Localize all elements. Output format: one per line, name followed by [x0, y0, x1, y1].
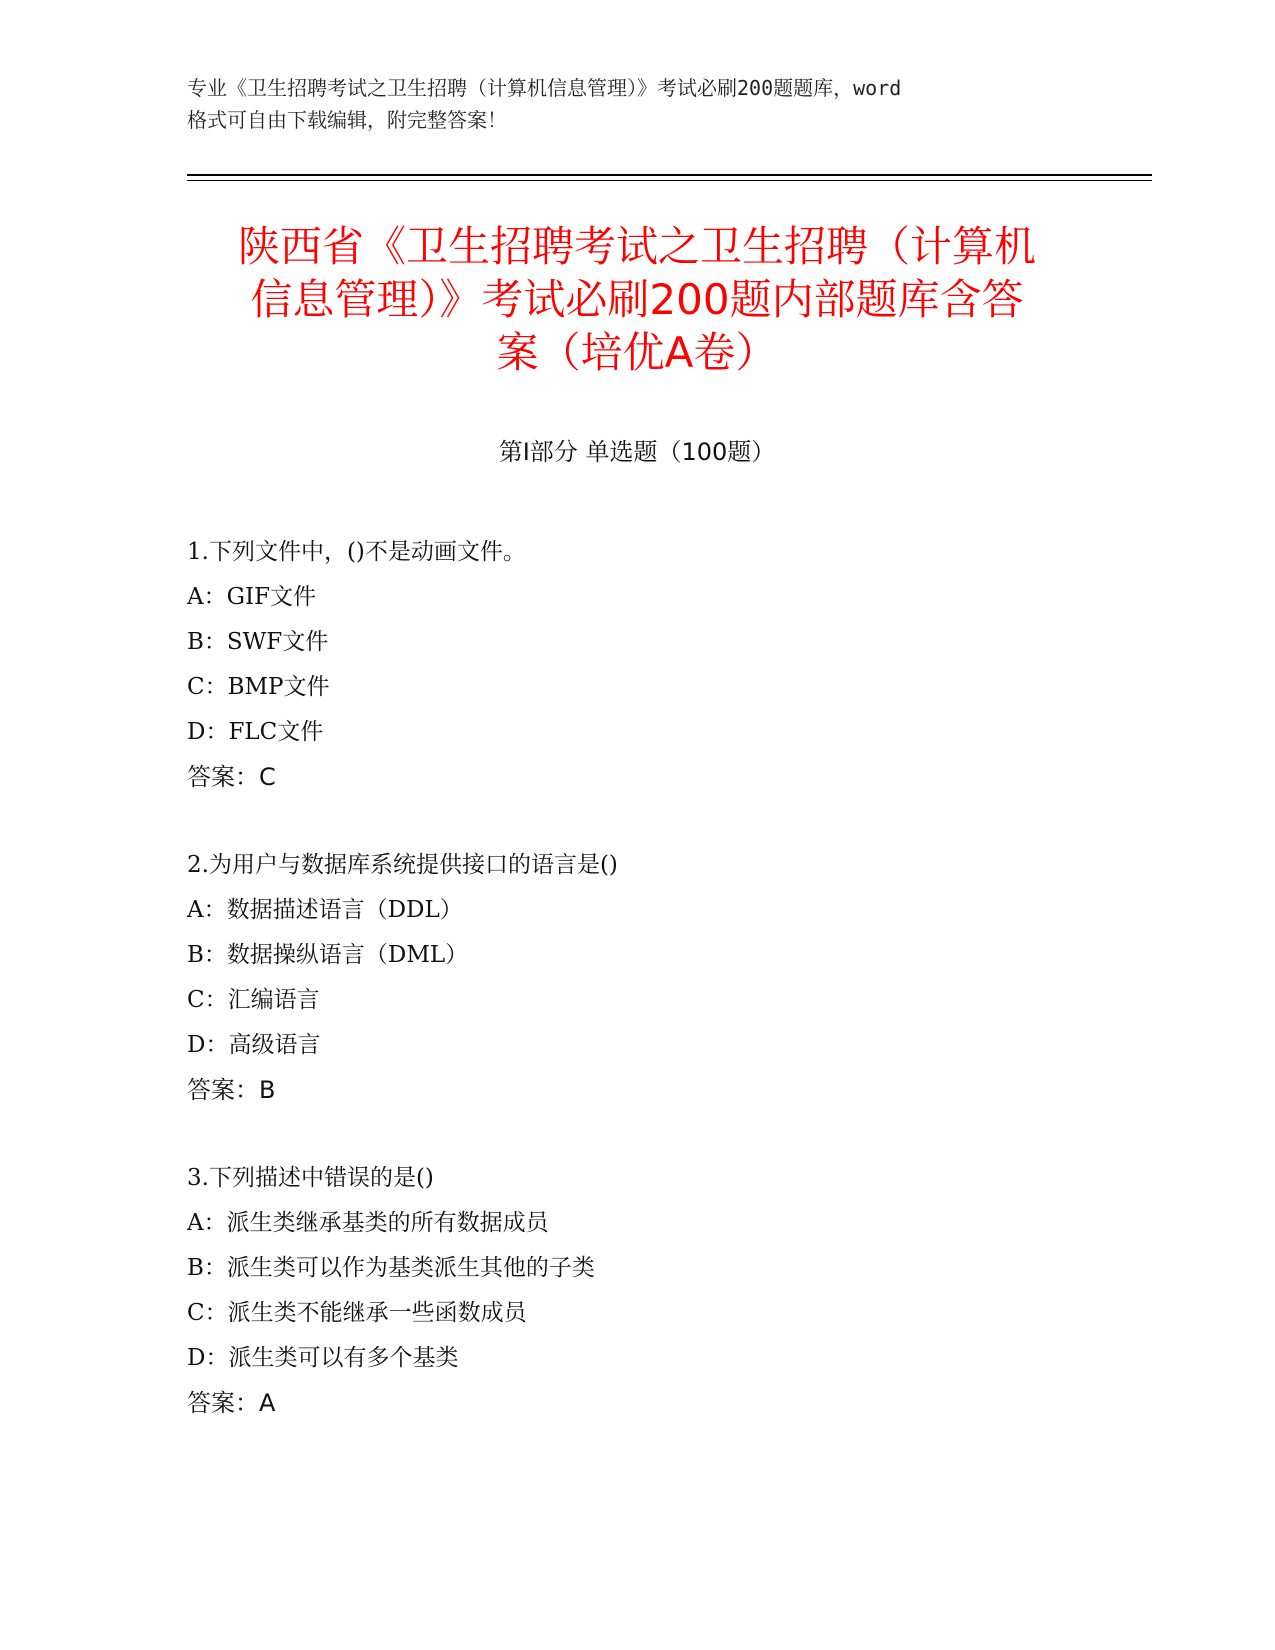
question-answer: 答案：B [187, 1076, 276, 1104]
question-option-a: A：GIF文件 [187, 584, 317, 610]
section-heading: 第I部分 单选题（100题） [498, 438, 776, 466]
question-answer: 答案：C [187, 763, 276, 791]
question-stem: 1.下列文件中，()不是动画文件。 [187, 539, 526, 565]
question-option-b: B：派生类可以作为基类派生其他的子类 [187, 1255, 595, 1281]
document-title [187, 220, 1087, 379]
header-divider-thin [187, 180, 1152, 181]
question-list [187, 530, 1087, 1469]
question-answer: 答案：A [187, 1389, 276, 1417]
header-note [187, 72, 1087, 136]
question-option-b: B：数据操纵语言（DML） [187, 942, 469, 968]
header-note-line-1: 专业《卫生招聘考试之卫生招聘（计算机信息管理）》考试必刷200题题库，word [187, 76, 902, 100]
question-option-b: B：SWF文件 [187, 629, 329, 655]
question-option-a: A：数据描述语言（DDL） [187, 897, 463, 923]
document-title-line-3: 案（培优A卷） [496, 328, 778, 377]
question-stem: 2.为用户与数据库系统提供接口的语言是() [187, 852, 618, 878]
question-option-d: D：FLC文件 [187, 719, 324, 745]
question-item [187, 1156, 1087, 1426]
question-item [187, 843, 1087, 1113]
question-option-c: C：汇编语言 [187, 987, 320, 1013]
question-option-c: C：派生类不能继承一些函数成员 [187, 1300, 527, 1326]
document-title-line-1: 陕西省《卫生招聘考试之卫生招聘（计算机 [237, 222, 1036, 271]
question-stem: 3.下列描述中错误的是() [187, 1165, 434, 1191]
header-note-line-2: 格式可自由下载编辑，附完整答案！ [187, 108, 507, 132]
document-title-line-2: 信息管理）》考试必刷200题内部题库含答 [250, 275, 1024, 324]
question-option-d: D：派生类可以有多个基类 [187, 1345, 459, 1371]
question-option-d: D：高级语言 [187, 1032, 321, 1058]
question-option-c: C：BMP文件 [187, 674, 330, 700]
header-divider-thick [187, 174, 1152, 176]
question-item [187, 530, 1087, 800]
question-option-a: A：派生类继承基类的所有数据成员 [187, 1210, 549, 1236]
